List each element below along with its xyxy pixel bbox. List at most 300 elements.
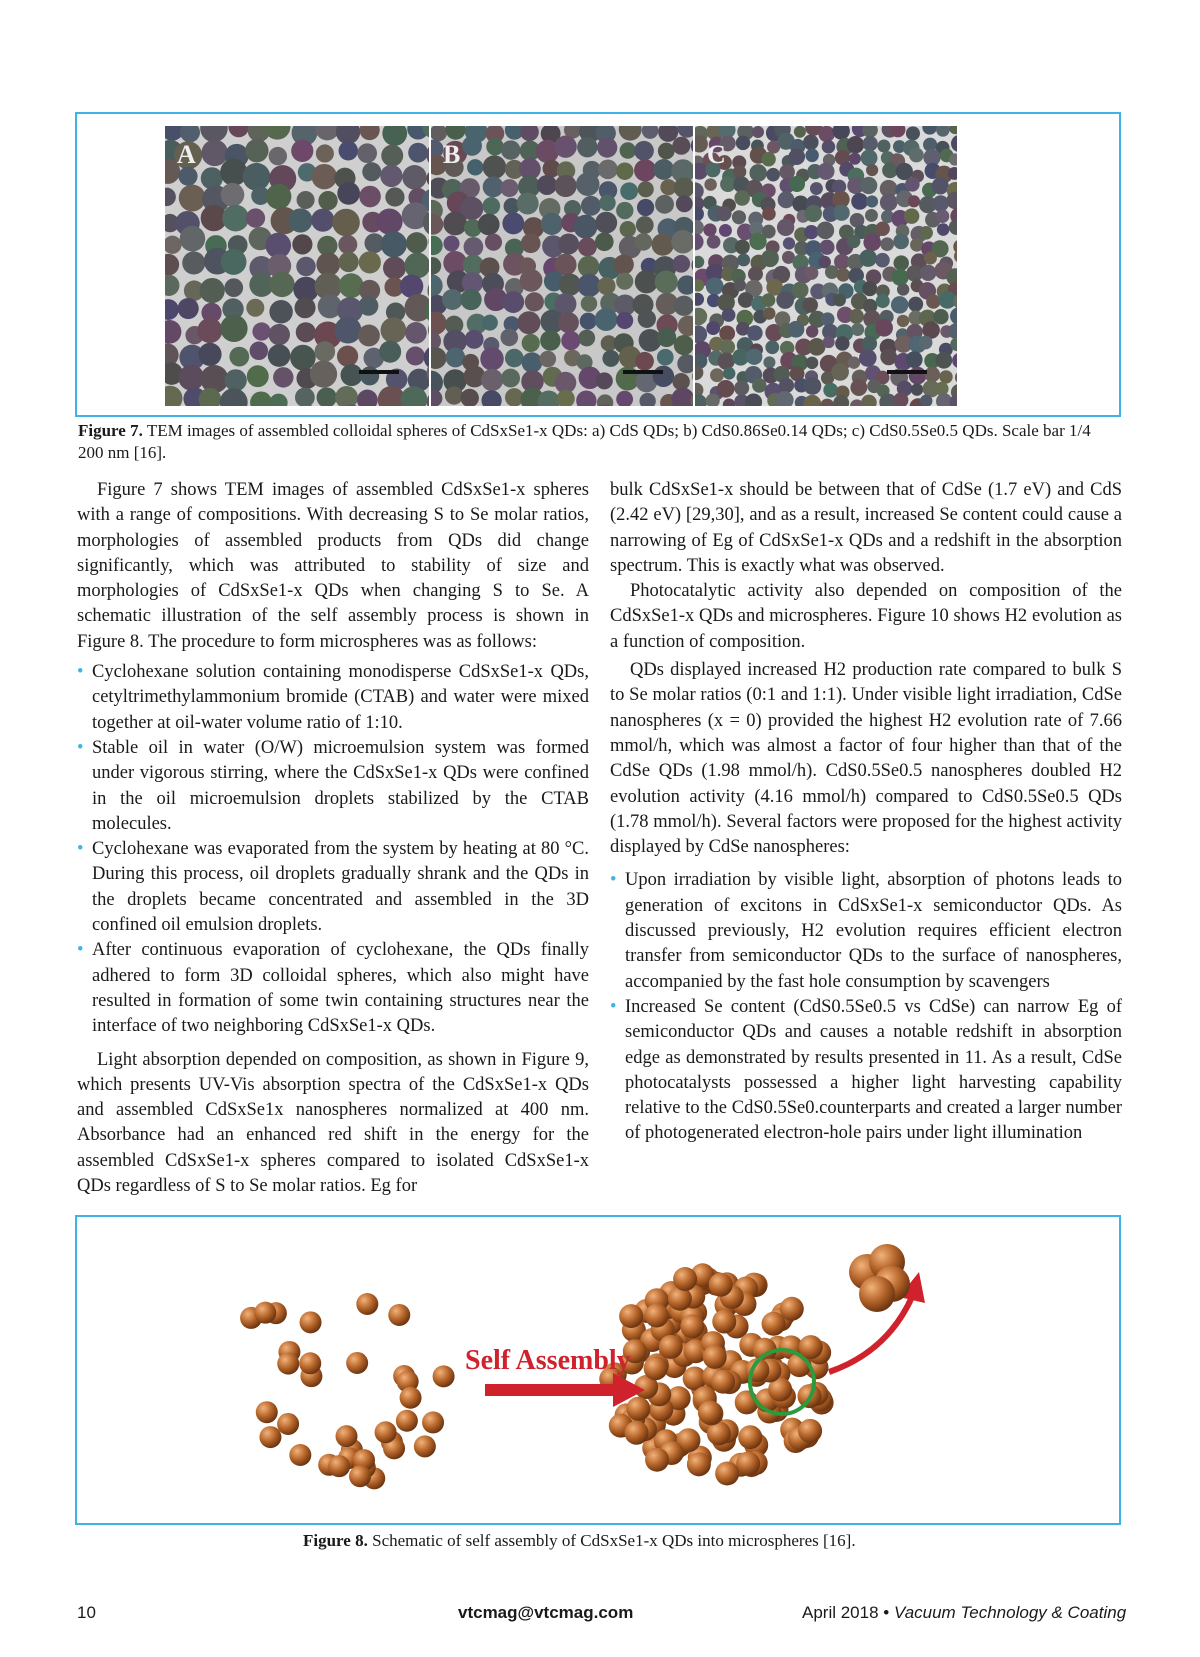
nanoparticle	[676, 195, 693, 212]
assembled-qd	[715, 1461, 739, 1485]
nanoparticle	[297, 191, 315, 209]
nanoparticle	[554, 175, 576, 197]
nanoparticle	[924, 367, 940, 383]
assembled-qd	[673, 1267, 697, 1291]
nanoparticle	[919, 336, 933, 350]
nanoparticle	[480, 347, 503, 370]
nanoparticle	[719, 339, 735, 355]
assembled-qd	[645, 1448, 669, 1472]
nanoparticle	[924, 252, 937, 265]
nanoparticle	[803, 135, 818, 150]
footer-date: April 2018	[802, 1603, 879, 1622]
nanoparticle	[246, 299, 264, 317]
nanoparticle	[525, 292, 544, 311]
nanoparticle	[220, 315, 247, 342]
nanoparticle	[500, 329, 518, 347]
footer-separator: •	[883, 1603, 890, 1622]
nanoparticle	[483, 155, 507, 179]
nanoparticle	[522, 352, 543, 373]
nanoparticle	[882, 162, 898, 178]
nanoparticle	[405, 322, 427, 344]
nanoparticle	[182, 251, 205, 274]
tem-image-b	[431, 126, 693, 406]
nanoparticle	[339, 141, 358, 160]
qd-sphere	[388, 1304, 410, 1326]
nanoparticle	[906, 351, 923, 368]
nanoparticle	[598, 159, 618, 179]
tem-image-c	[695, 126, 957, 406]
nanoparticle	[804, 225, 818, 239]
nanoparticle	[501, 140, 520, 159]
nanoparticle	[766, 168, 780, 182]
nanoparticle	[737, 254, 750, 267]
nanoparticle	[616, 312, 633, 329]
nanoparticle	[616, 202, 633, 219]
nanoparticle	[880, 237, 894, 251]
nanoparticle	[825, 265, 839, 279]
nanoparticle	[341, 364, 363, 386]
nanoparticle	[561, 331, 580, 350]
nanoparticle	[833, 293, 846, 306]
nanoparticle	[443, 212, 467, 236]
nanoparticle	[861, 149, 878, 166]
nanoparticle	[717, 380, 735, 398]
nanoparticle	[558, 312, 579, 333]
nanoparticle	[653, 159, 674, 180]
nanoparticle	[875, 221, 890, 236]
nanoparticle	[672, 137, 690, 155]
nanoparticle	[273, 367, 293, 387]
qd-sphere	[396, 1410, 418, 1432]
nanoparticle	[817, 163, 834, 180]
nanoparticle	[224, 278, 243, 297]
nanoparticle	[777, 219, 794, 236]
assembled-qd	[625, 1421, 649, 1445]
left-bullet-3: • Cyclohexane was evaporated from the system by heating at 80 °C. During this process, oil droplets gradually shrank and the QDs in the droplets became concentrated and assembled in the 3D confined oil emulsion droplets.	[77, 837, 589, 938]
left-paragraph-1: Figure 7 shows TEM images of assembled CdSxSe1-x spheres with a range of compositions. With decreasing S to Se molar ratios, morphologies of assembled products from QDs did change significantly, which was attributed to stability of size and morphologies of CdSxSe1-x QDs when changing S to Se. A schematic illustration of the self assembly process is shown in Figure 8. The procedure to form microspheres was as follows:	[77, 480, 589, 652]
nanoparticle	[596, 372, 613, 389]
nanoparticle	[893, 234, 909, 250]
nanoparticle	[762, 207, 776, 221]
nanoparticle	[897, 283, 909, 295]
nanoparticle	[292, 234, 312, 254]
nanoparticle	[908, 297, 923, 312]
assembled-qd	[738, 1425, 762, 1449]
right-paragraph-1: bulk CdSxSe1-x should be between that of CdSe (1.7 eV) and CdS (2.42 eV) [29,30], and as a result, increased Se content could cause a narrowing of Eg of CdSxSe1-x QDs and a redshift in the absorption spectrum. This is exactly what was observed.	[610, 480, 1122, 576]
nanoparticle	[848, 356, 860, 368]
nanoparticle	[574, 215, 598, 239]
nanoparticle	[836, 268, 850, 282]
nanoparticle	[672, 255, 690, 273]
nanoparticle	[406, 347, 425, 366]
page-number: 10	[77, 1603, 96, 1622]
nanoparticle	[362, 162, 381, 181]
nanoparticle	[296, 257, 315, 276]
nanoparticle	[789, 176, 805, 192]
nanoparticle	[222, 205, 249, 232]
nanoparticle	[359, 186, 381, 208]
tem-panel-b	[431, 126, 693, 406]
right-paragraph-2: Photocatalytic activity also depended on composition of the CdSxSe1-x QDs and microspheres. Figure 10 shows H2 evolution as a function of composition.	[610, 581, 1122, 652]
nanoparticle	[402, 165, 426, 189]
nanoparticle	[736, 136, 751, 151]
nanoparticle	[311, 209, 334, 232]
nanoparticle	[178, 365, 204, 391]
nanoparticle	[578, 237, 597, 256]
nanoparticle	[290, 345, 316, 371]
nanoparticle	[892, 269, 909, 286]
nanoparticle	[221, 183, 245, 207]
nanoparticle	[851, 193, 868, 210]
nanoparticle	[460, 289, 481, 310]
qd-sphere	[289, 1444, 311, 1466]
nanoparticle	[734, 279, 746, 291]
left-bullet-4: • After continuous evaporation of cyclohexane, the QDs finally adhered to form 3D colloidal spheres, which also might have resulted in formation of some twin containing structures near the interface of two neighboring CdSxSe1-x QDs.	[77, 938, 589, 1039]
nanoparticle	[880, 194, 898, 212]
nanoparticle	[823, 383, 838, 398]
nanoparticle	[505, 349, 524, 368]
nanoparticle	[220, 159, 247, 186]
nanoparticle	[761, 249, 779, 267]
nanoparticle	[939, 370, 952, 383]
nanoparticle	[893, 255, 908, 270]
nanoparticle	[904, 208, 920, 224]
left-paragraph-2: Light absorption depended on composition, as shown in Figure 9, which presents UV-Vis absorption spectra of the CdSxSe1-x QDs and assembled CdSxSe1x nanospheres normalized at 400 nm. Absorbance had an enhanced red shift in the energy for the assembled CdSxSe1-x spheres compared to isolated CdSxSe1-x QDs regardless of S to Se molar ratios. Eg for	[77, 1049, 589, 1197]
figure-7-caption-label: Figure 7.	[78, 421, 143, 440]
assembled-qd	[680, 1314, 704, 1338]
nanoparticle	[332, 209, 360, 237]
nanoparticle	[862, 336, 877, 351]
nanoparticle	[620, 182, 638, 200]
nanoparticle	[358, 325, 380, 347]
nanoparticle	[614, 254, 634, 274]
nanoparticle	[520, 269, 543, 292]
nanoparticle	[905, 177, 920, 192]
assembled-qd	[709, 1273, 733, 1297]
assembled-qd	[762, 1312, 786, 1336]
nanoparticle	[620, 221, 636, 237]
nanoparticle	[635, 233, 653, 251]
left-bullet-2: • Stable oil in water (O/W) microemulsion system was formed under vigorous stirring, where the CdSxSe1-x QDs were confined in the oil microemulsion droplets stabilized by the CTAB molecules.	[77, 736, 589, 837]
nanoparticle	[269, 324, 290, 345]
nanoparticle	[179, 185, 206, 212]
dispersed-qds	[240, 1293, 455, 1489]
nanoparticle	[381, 145, 403, 167]
qd-sphere	[356, 1293, 378, 1315]
nanoparticle	[748, 266, 763, 281]
nanoparticle	[554, 135, 576, 157]
self-assembly-label: Self Assembly	[465, 1345, 631, 1376]
qd-sphere	[375, 1421, 397, 1443]
nanoparticle	[847, 136, 864, 153]
nanoparticle	[863, 136, 878, 151]
nanoparticle	[197, 318, 222, 343]
nanoparticle	[229, 347, 249, 367]
nanoparticle	[792, 282, 809, 299]
nanoparticle	[616, 162, 633, 179]
nanoparticle	[620, 142, 637, 159]
nanoparticle	[932, 177, 949, 194]
tem-panel-c	[695, 126, 957, 406]
nanoparticle	[779, 378, 794, 393]
nanoparticle	[805, 205, 822, 222]
nanoparticle	[442, 289, 463, 310]
nanoparticle	[746, 348, 762, 364]
nanoparticle	[794, 126, 806, 138]
tem-image-a	[165, 126, 429, 406]
nanoparticle	[577, 137, 597, 157]
nanoparticle	[636, 216, 654, 234]
assembled-qd	[687, 1452, 711, 1476]
nanoparticle	[789, 148, 806, 165]
nanoparticle	[732, 210, 746, 224]
nanoparticle	[537, 175, 557, 195]
nanoparticle	[866, 164, 878, 176]
qd-sphere	[349, 1465, 371, 1487]
nanoparticle	[581, 295, 598, 312]
nanoparticle	[704, 178, 716, 190]
nanoparticle	[719, 224, 732, 237]
assembled-qd	[698, 1401, 722, 1425]
qd-sphere	[300, 1311, 322, 1333]
nanoparticle	[776, 291, 794, 309]
qd-sphere	[254, 1302, 276, 1324]
nanoparticle	[595, 232, 614, 251]
nanoparticle	[635, 270, 658, 293]
nanoparticle	[383, 256, 406, 279]
nanoparticle	[834, 205, 850, 221]
nanoparticle	[897, 315, 909, 327]
nanoparticle	[926, 294, 940, 308]
right-paragraph-3: QDs displayed increased H2 production rate compared to bulk S to Se molar ratios (0:1 and 1:1). Under visible light irradiation, CdSe nanospheres (x = 0) provided the highest H2 evolution rate of 7.66 mmol/h, which was almost a factor of four higher than that of the CdSe QDs (1.98 mmol/h). CdS0.5Se0.5 nanospheres doubled H2 evolution activity (4.16 mmol/h) compared to CdS0.5Se0.5 QDs (1.78 mmol/h). Several factors were proposed for the highest activity displayed by CdSe nanospheres:	[610, 660, 1122, 858]
nanoparticle	[859, 249, 877, 267]
qd-sphere	[277, 1413, 299, 1435]
nanoparticle	[657, 349, 674, 366]
nanoparticle	[517, 311, 540, 334]
nanoparticle	[716, 206, 731, 221]
nanoparticle	[762, 293, 776, 307]
nanoparticle	[722, 308, 736, 322]
nanoparticle	[467, 159, 483, 175]
nanoparticle	[891, 296, 909, 314]
nanoparticle	[638, 181, 654, 197]
figure-8-caption-text: Schematic of self assembly of CdSxSe1-x QDs into microspheres [16].	[372, 1531, 856, 1550]
nanoparticle	[823, 336, 835, 348]
nanoparticle	[558, 233, 579, 254]
nanoparticle	[243, 163, 271, 191]
figure-8-caption-label: Figure 8.	[303, 1531, 368, 1550]
nanoparticle	[485, 234, 502, 251]
assembled-qd	[619, 1304, 643, 1328]
nanoparticle	[246, 208, 265, 227]
nanoparticle	[445, 386, 463, 404]
nanoparticle	[804, 377, 822, 395]
nanoparticle	[653, 366, 674, 387]
figure-8-caption	[303, 1530, 1103, 1552]
nanoparticle	[502, 291, 524, 313]
nanoparticle	[908, 195, 920, 207]
nanoparticle	[738, 292, 754, 308]
nanoparticle	[783, 237, 795, 249]
nanoparticle	[655, 271, 678, 294]
nanoparticle	[718, 353, 735, 370]
nanoparticle	[380, 165, 402, 187]
assembled-qd	[703, 1345, 727, 1369]
qd-sphere	[259, 1426, 281, 1448]
nanoparticle	[337, 182, 360, 205]
nanoparticle	[822, 140, 836, 154]
nanoparticle	[634, 159, 656, 181]
nanoparticle	[806, 357, 818, 369]
nanoparticle	[655, 195, 674, 214]
nanoparticle	[358, 296, 378, 316]
assembled-microsphere	[599, 1263, 833, 1485]
nanoparticle	[595, 308, 618, 331]
self-assembly-schematic	[77, 1217, 1119, 1523]
nanoparticle	[360, 366, 379, 385]
nanoparticle	[252, 322, 270, 340]
nanoparticle	[862, 281, 877, 296]
nanoparticle	[482, 315, 498, 331]
panel-label-b: B	[443, 140, 461, 169]
nanoparticle	[595, 212, 617, 234]
nanoparticle	[269, 272, 294, 297]
nanoparticle	[517, 192, 539, 214]
qd-sphere	[422, 1411, 444, 1433]
nanoparticle	[657, 328, 676, 347]
nanoparticle	[602, 350, 619, 367]
assembled-qd	[712, 1310, 736, 1334]
nanoparticle	[221, 249, 247, 275]
nanoparticle	[734, 190, 749, 205]
nanoparticle	[805, 266, 819, 280]
nanoparticle	[295, 297, 316, 318]
nanoparticle	[763, 356, 775, 368]
nanoparticle	[462, 136, 482, 156]
qd-sphere	[400, 1387, 422, 1409]
nanoparticle	[752, 378, 767, 393]
nanoparticle	[850, 379, 867, 396]
nanoparticle	[936, 209, 950, 223]
nanoparticle	[406, 232, 427, 253]
scale-bar	[887, 370, 927, 374]
figure-7-caption-text: TEM images of assembled colloidal spheres of CdSxSe1-x QDs: a) CdS QDs; b) CdS0.86Se0.14 QDs; c) CdS0.5Se0.5 QDs. Scale bar 1/4 200 nm [16].	[78, 421, 1091, 462]
nanoparticle	[818, 126, 834, 142]
nanoparticle	[522, 334, 540, 352]
nanoparticle	[201, 140, 228, 167]
twin-sphere	[859, 1276, 895, 1312]
nanoparticle	[478, 214, 500, 236]
nanoparticle	[875, 253, 890, 268]
nanoparticle	[381, 231, 407, 257]
right-bullet-2: • Increased Se content (CdS0.5Se0.5 vs CdSe) can narrow Eg of semiconductor QDs and causes a notable redshift in absorption edge as demonstrated by results presented in 11. As a result, CdSe photocatalysts possessed a higher light harvesting capability relative to the CdS0.5Se0.counterparts and created a larger number of photogenerated electron-hole pairs under light illumination	[610, 995, 1122, 1147]
nanoparticle	[710, 368, 724, 382]
nanoparticle	[849, 309, 864, 324]
nanoparticle	[408, 143, 428, 163]
nanoparticle	[638, 310, 656, 328]
nanoparticle	[521, 233, 541, 253]
nanoparticle	[734, 381, 749, 396]
nanoparticle	[635, 352, 654, 371]
nanoparticle	[935, 352, 952, 369]
nanoparticle	[634, 141, 654, 161]
nanoparticle	[749, 164, 767, 182]
figure-7-caption	[78, 420, 1118, 464]
nanoparticle	[909, 148, 924, 163]
nanoparticle	[540, 330, 560, 350]
nanoparticle	[198, 343, 221, 366]
nanoparticle	[597, 137, 617, 157]
nanoparticle	[707, 235, 721, 249]
nanoparticle	[831, 363, 849, 381]
nanoparticle	[877, 140, 890, 153]
nanoparticle	[334, 317, 361, 344]
nanoparticle	[580, 313, 597, 330]
nanoparticle	[291, 140, 313, 162]
nanoparticle	[706, 321, 720, 335]
qd-sphere	[336, 1425, 358, 1447]
nanoparticle	[763, 307, 776, 320]
nanoparticle	[200, 278, 225, 303]
nanoparticle	[806, 325, 818, 337]
nanoparticle	[920, 265, 936, 281]
nanoparticle	[597, 277, 615, 295]
nanoparticle	[541, 213, 563, 235]
nanoparticle	[443, 236, 459, 252]
assembled-qd	[626, 1397, 650, 1421]
qd-sphere	[299, 1352, 321, 1374]
nanoparticle	[269, 147, 287, 165]
nanoparticle	[835, 336, 849, 350]
scale-bar	[359, 370, 399, 374]
nanoparticle	[486, 138, 503, 155]
nanoparticle	[932, 195, 948, 211]
nanoparticle	[761, 152, 775, 166]
nanoparticle	[225, 369, 247, 391]
nanoparticle	[268, 344, 291, 367]
nanoparticle	[385, 187, 404, 206]
nanoparticle	[865, 209, 878, 222]
footer-email[interactable]: vtcmag@vtcmag.com	[458, 1603, 634, 1622]
assembled-qd	[736, 1451, 760, 1475]
assembled-qd	[711, 1370, 735, 1394]
nanoparticle	[778, 191, 795, 208]
nanoparticle	[616, 273, 633, 290]
left-column	[77, 478, 589, 1199]
nanoparticle	[180, 226, 206, 252]
qd-sphere	[346, 1352, 368, 1374]
nanoparticle	[749, 233, 766, 250]
nanoparticle	[312, 164, 337, 189]
nanoparticle	[310, 361, 337, 388]
qd-sphere	[328, 1455, 350, 1477]
tem-panel-a	[165, 126, 429, 406]
nanoparticle	[851, 323, 864, 336]
nanoparticle	[652, 233, 674, 255]
nanoparticle	[937, 223, 950, 236]
nanoparticle	[376, 209, 402, 235]
footer-publication	[802, 1603, 1126, 1623]
footer-publication-name: Vacuum Technology & Coating	[893, 1603, 1127, 1622]
left-bullet-1: • Cyclohexane solution containing monodisperse CdSxSe1-x QDs, cetyltrimethylammonium bromide (CTAB) and water were mixed together at oil-water volume ratio of 1:10.	[77, 660, 589, 736]
nanoparticle	[446, 348, 466, 368]
nanoparticle	[178, 298, 199, 319]
nanoparticle	[863, 234, 881, 252]
nanoparticle	[706, 277, 724, 295]
nanoparticle	[909, 367, 927, 385]
nanoparticle	[502, 212, 524, 234]
nanoparticle	[357, 143, 377, 163]
